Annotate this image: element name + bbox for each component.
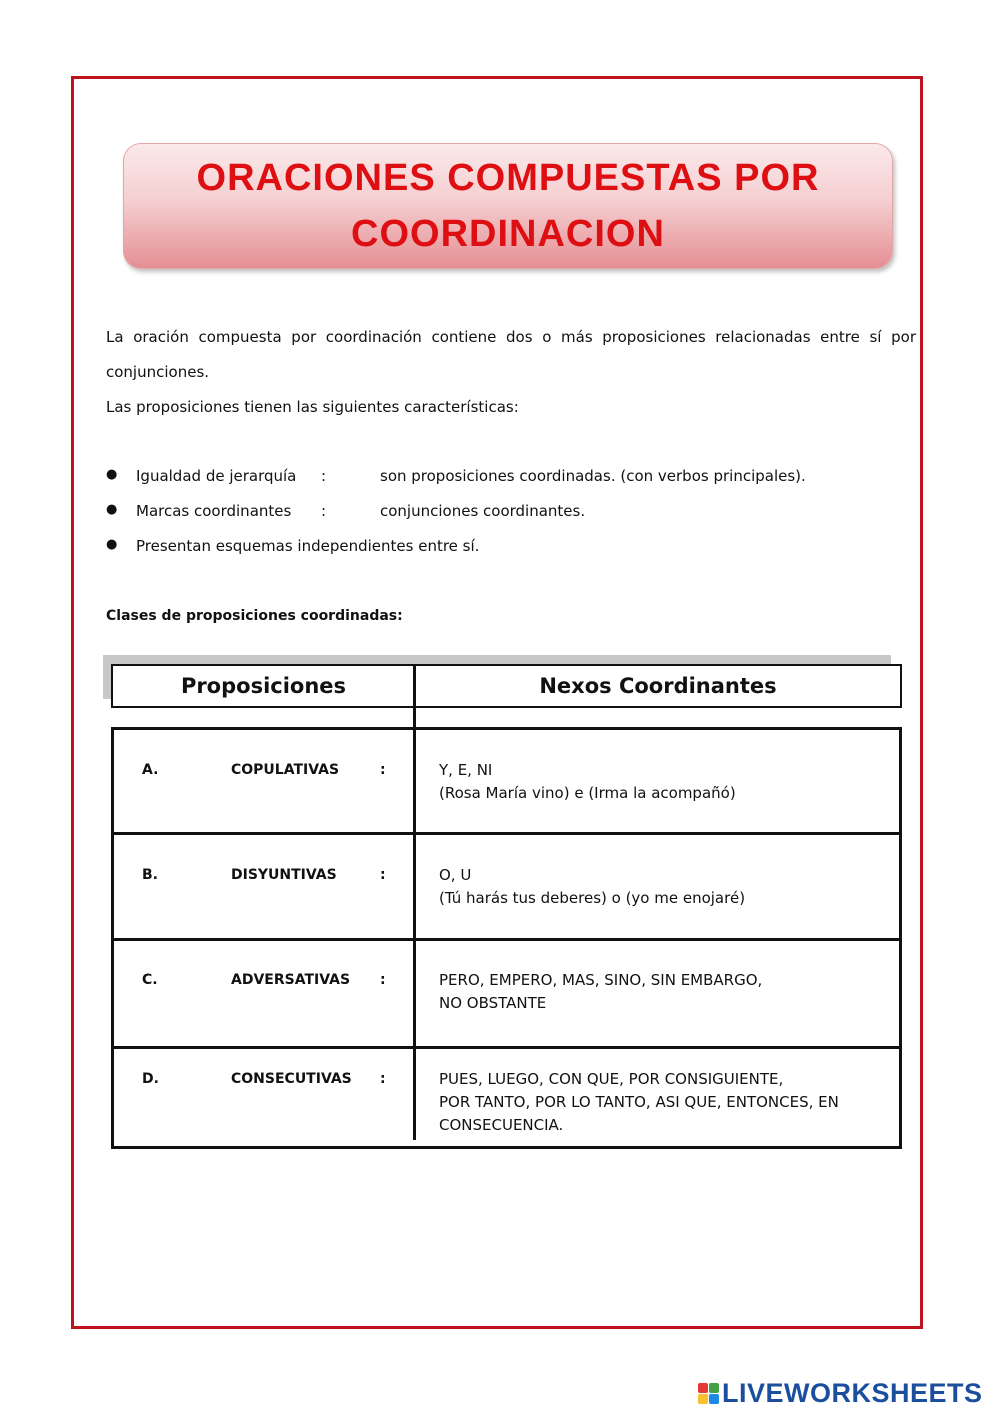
row-nexos bbox=[439, 969, 762, 1015]
liveworksheets-logo-icon bbox=[698, 1383, 719, 1404]
nexos-line: O, U bbox=[439, 866, 472, 884]
row-letter: D. bbox=[142, 1071, 159, 1087]
bullet-label: Igualdad de jerarquía bbox=[136, 467, 297, 485]
liveworksheets-watermark[interactable] bbox=[698, 1378, 983, 1408]
row-name: CONSECUTIVAS bbox=[231, 1071, 352, 1087]
nexos-line: PUES, LUEGO, CON QUE, POR CONSIGUIENTE, bbox=[439, 1070, 784, 1088]
bullet-value: son proposiciones coordinadas. (con verbos principales). bbox=[380, 467, 806, 485]
row-divider bbox=[114, 1046, 901, 1049]
bullet-icon: ● bbox=[106, 537, 118, 552]
row-nexos bbox=[439, 1068, 839, 1137]
title-line-1: ORACIONES COMPUESTAS POR bbox=[196, 157, 820, 199]
nexos-line: (Tú harás tus deberes) o (yo me enojaré) bbox=[439, 889, 746, 907]
bullet-icon: ● bbox=[106, 467, 118, 482]
intro-line-1: La oración compuesta por coordinación contiene dos o más proposiciones relacionadas entre sí por bbox=[106, 328, 916, 346]
row-divider bbox=[114, 832, 901, 835]
bullet-label: Marcas coordinantes bbox=[136, 502, 292, 520]
row-divider bbox=[114, 938, 901, 941]
row-letter: A. bbox=[142, 762, 159, 778]
title-line-2: COORDINACION bbox=[351, 213, 665, 255]
row-colon: : bbox=[380, 972, 386, 988]
row-nexos bbox=[439, 864, 745, 910]
title-banner bbox=[123, 143, 893, 269]
row-name: ADVERSATIVAS bbox=[231, 972, 351, 988]
row-colon: : bbox=[380, 762, 386, 778]
intro-line-2: conjunciones. bbox=[106, 363, 210, 381]
bullet-label: Presentan esquemas independientes entre sí. bbox=[136, 537, 480, 555]
table-column-divider bbox=[413, 664, 416, 1140]
row-colon: : bbox=[380, 1071, 386, 1087]
nexos-line: PERO, EMPERO, MAS, SINO, SIN EMBARGO, bbox=[439, 971, 763, 989]
classes-heading: Clases de proposiciones coordinadas: bbox=[106, 608, 403, 624]
brand-text: LIVEWORKSHEETS bbox=[722, 1377, 983, 1408]
bullet-colon: : bbox=[321, 467, 327, 485]
nexos-line: CONSECUENCIA. bbox=[439, 1116, 564, 1134]
row-colon: : bbox=[380, 867, 386, 883]
row-name: DISYUNTIVAS bbox=[231, 867, 337, 883]
row-name: COPULATIVAS bbox=[231, 762, 340, 778]
bullet-value: conjunciones coordinantes. bbox=[380, 502, 586, 520]
header-nexos: Nexos Coordinantes bbox=[414, 664, 902, 708]
bullet-icon: ● bbox=[106, 502, 118, 517]
row-letter: B. bbox=[142, 867, 158, 883]
intro-paragraph-2: Las proposiciones tienen las siguientes características: bbox=[106, 398, 519, 416]
row-letter: C. bbox=[142, 972, 158, 988]
nexos-line: POR TANTO, POR LO TANTO, ASI QUE, ENTONCES, EN bbox=[439, 1093, 839, 1111]
header-proposiciones: Proposiciones bbox=[111, 664, 416, 708]
nexos-line: (Rosa María vino) e (Irma la acompañó) bbox=[439, 784, 736, 802]
row-nexos bbox=[439, 759, 736, 805]
bullet-colon: : bbox=[321, 502, 327, 520]
nexos-line: NO OBSTANTE bbox=[439, 994, 547, 1012]
nexos-line: Y, E, NI bbox=[439, 761, 493, 779]
